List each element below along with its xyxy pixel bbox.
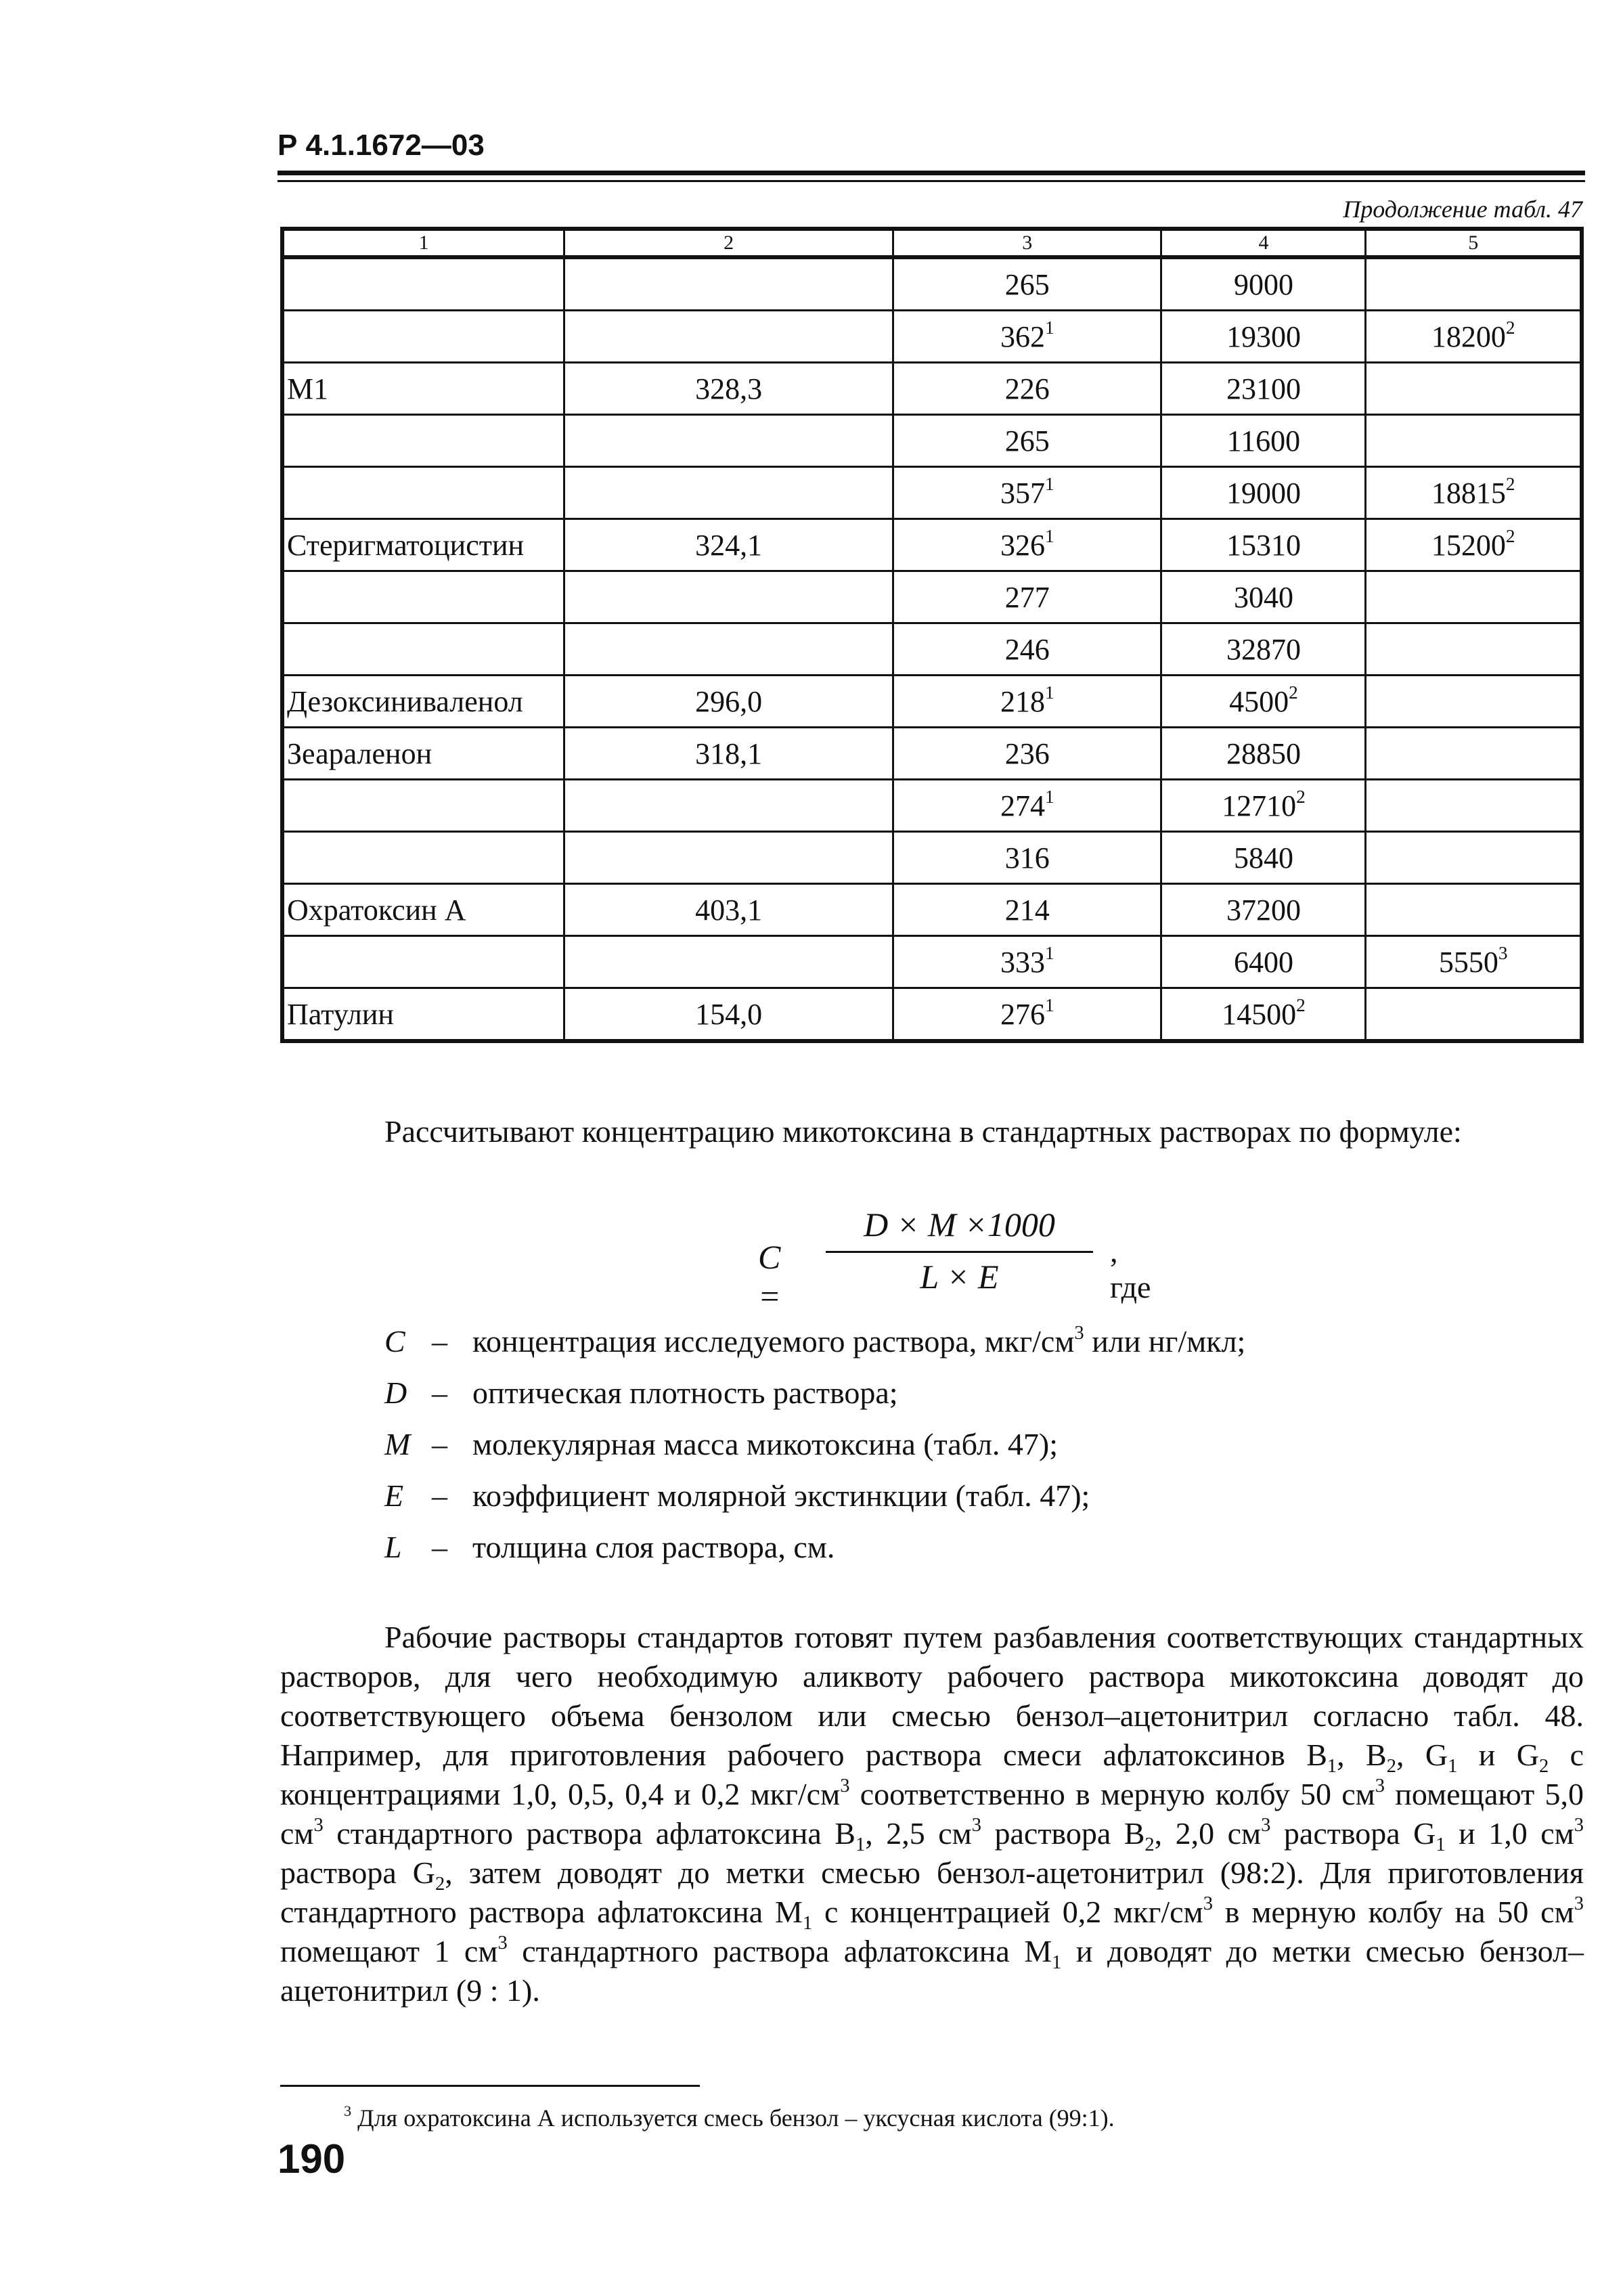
cell-value: Стеригматоцистин — [287, 528, 525, 562]
table-row — [282, 363, 1582, 415]
cell-value: 19300 — [1226, 319, 1301, 353]
table-cell — [564, 415, 893, 467]
intro-text: Рассчитывают концентрацию микотоксина в стандартных растворах по формуле: — [384, 1114, 1462, 1149]
table-cell — [564, 571, 893, 623]
superscript: 3 — [1203, 1893, 1213, 1914]
column-number: 4 — [1161, 229, 1366, 257]
definition-text — [472, 1426, 1058, 1478]
table-cell — [564, 728, 893, 780]
paragraph-text: соответственно в мерную колбу 50 см — [849, 1777, 1375, 1811]
table-cell — [1161, 311, 1366, 363]
cell-value: 18815 — [1431, 476, 1506, 510]
subscript: 2 — [1538, 1756, 1549, 1778]
footnote-ref: 1 — [1044, 995, 1054, 1016]
table-cell — [564, 311, 893, 363]
cell-value: 246 — [1004, 632, 1050, 666]
footnote-ref: 2 — [1505, 526, 1515, 547]
definition-item — [384, 1426, 1245, 1478]
cell-value: 19000 — [1226, 476, 1301, 510]
cell-value: 296,0 — [695, 684, 763, 718]
table-cell — [1366, 936, 1582, 988]
paragraph-text: , 2,0 см — [1154, 1816, 1262, 1851]
definition-text-main: оптическая плотность раствора; — [472, 1375, 898, 1410]
cell-value: 326 — [1000, 528, 1045, 562]
cell-value: 11600 — [1226, 424, 1301, 458]
subscript: 1 — [802, 1913, 813, 1935]
subscript: 1 — [1448, 1756, 1458, 1778]
table-row — [282, 519, 1582, 571]
body-paragraph — [280, 1618, 1584, 2010]
cell-value: 265 — [1004, 267, 1050, 301]
table-cell — [893, 832, 1161, 884]
footnote-ref: 2 — [1296, 787, 1306, 808]
cell-value: 276 — [1000, 997, 1045, 1031]
table-cell — [564, 936, 893, 988]
table-cell — [282, 363, 564, 415]
formula-numerator: D × M ×1000 — [864, 1206, 1055, 1243]
cell-value: Охратоксин А — [287, 893, 466, 927]
superscript: 3 — [1261, 1814, 1271, 1836]
paragraph-text: раствора B — [981, 1816, 1145, 1851]
column-number: 2 — [564, 229, 893, 257]
definition-text — [472, 1323, 1245, 1375]
definition-item — [384, 1529, 1245, 1581]
paragraph-text: стандартного раствора афлатоксина M — [507, 1934, 1052, 1968]
definition-dash: – — [432, 1478, 447, 1513]
table-row — [282, 467, 1582, 519]
cell-value: 5840 — [1233, 841, 1293, 875]
table-cell — [282, 257, 564, 311]
table-cell — [1161, 257, 1366, 311]
definition-symbol: M — [384, 1427, 411, 1461]
paragraph-text: помещают 5,0 см — [280, 1777, 1584, 1851]
cell-value: 9000 — [1233, 267, 1293, 301]
table-row — [282, 728, 1582, 780]
definition-item — [384, 1323, 1245, 1375]
definition-dash: – — [432, 1324, 447, 1359]
definition-dash: – — [432, 1530, 447, 1564]
cell-value: 274 — [1000, 789, 1045, 822]
definition-symbol: E — [384, 1478, 404, 1513]
paragraph-text: с концентрациями 1,0, 0,5, 0,4 и 0,2 мкг/см — [280, 1738, 1584, 1811]
table-cell — [1366, 676, 1582, 728]
footnote-mark: 3 — [344, 2102, 352, 2119]
cell-value: 324,1 — [695, 528, 763, 562]
cell-value: 318,1 — [695, 736, 763, 770]
header-rule-thick — [277, 171, 1585, 175]
table-cell — [564, 257, 893, 311]
table-cell — [564, 832, 893, 884]
table-cell — [1161, 519, 1366, 571]
cell-value: 18200 — [1431, 319, 1506, 353]
definition-text — [472, 1529, 835, 1581]
table-caption: Продолжение табл. 47 — [1343, 196, 1582, 223]
table-cell — [893, 467, 1161, 519]
table-cell — [1366, 519, 1582, 571]
paragraph-text: и доводят до метки смесью бензол–ацетонитрил (9 : 1). — [280, 1934, 1584, 2008]
table-row — [282, 571, 1582, 623]
cell-value: 333 — [1000, 945, 1045, 979]
footnote-ref: 2 — [1505, 474, 1515, 495]
table-cell — [1161, 415, 1366, 467]
table-cell — [1161, 363, 1366, 415]
table-cell — [1366, 728, 1582, 780]
table-cell — [564, 988, 893, 1042]
paragraph-text: стандартного раствора афлатоксина B — [323, 1816, 855, 1851]
table-row — [282, 623, 1582, 676]
footnote-ref: 1 — [1044, 943, 1054, 964]
subscript: 2 — [1386, 1756, 1396, 1778]
table-cell — [893, 728, 1161, 780]
table-cell — [282, 832, 564, 884]
paragraph-text: раствора G — [1270, 1816, 1436, 1851]
footnote-text: Для охратоксина А используется смесь бензол – уксусная кислота (99:1). — [351, 2104, 1115, 2132]
superscript: 3 — [971, 1814, 981, 1836]
footnote-ref: 1 — [1044, 682, 1054, 703]
cell-value: 37200 — [1226, 893, 1301, 927]
definition-text-main: молекулярная масса микотоксина (табл. 47); — [472, 1427, 1058, 1461]
cell-value: 23100 — [1226, 372, 1301, 405]
paragraph-text: в мерную колбу на 50 см — [1212, 1895, 1574, 1929]
table-cell — [1366, 780, 1582, 832]
table-cell — [282, 728, 564, 780]
cell-value: 226 — [1004, 372, 1050, 405]
superscript: 3 — [313, 1814, 324, 1836]
table-cell — [1161, 728, 1366, 780]
table-cell — [1366, 257, 1582, 311]
cell-value: Дезоксиниваленол — [287, 684, 523, 718]
table-cell — [1161, 936, 1366, 988]
subscript: 2 — [1144, 1834, 1155, 1856]
definition-symbol: L — [384, 1530, 402, 1564]
formula-suffix: , где — [1110, 1234, 1151, 1304]
table-cell — [893, 363, 1161, 415]
cell-value: M1 — [287, 372, 329, 405]
cell-value: 12710 — [1222, 789, 1297, 822]
table-cell — [1161, 988, 1366, 1042]
table-row — [282, 780, 1582, 832]
table-cell — [282, 936, 564, 988]
table-row — [282, 676, 1582, 728]
superscript: 3 — [1574, 1893, 1584, 1914]
cell-value: 5550 — [1438, 945, 1498, 979]
paragraph-text: и 1,0 см — [1445, 1816, 1574, 1851]
table-cell — [1366, 832, 1582, 884]
cell-value: 15310 — [1226, 528, 1301, 562]
cell-value: Зеараленон — [287, 736, 432, 770]
cell-value: 362 — [1000, 319, 1045, 353]
table-cell — [564, 884, 893, 936]
table-cell — [564, 676, 893, 728]
definition-text-tail: или нг/мкл; — [1084, 1324, 1246, 1359]
superscript: 3 — [1574, 1814, 1584, 1836]
footnote-ref: 2 — [1505, 317, 1515, 338]
table-body — [282, 229, 1582, 1041]
table-cell — [1366, 623, 1582, 676]
definition-text — [472, 1375, 898, 1426]
formula-denominator: L × E — [920, 1258, 999, 1296]
table-row — [282, 257, 1582, 311]
table-cell — [893, 311, 1161, 363]
footnote-ref: 1 — [1044, 474, 1054, 495]
table-cell — [1161, 884, 1366, 936]
table-cell — [1161, 571, 1366, 623]
cell-value: 3040 — [1233, 580, 1293, 614]
document-code: Р 4.1.1672—03 — [277, 129, 485, 162]
cell-value: 218 — [1000, 684, 1045, 718]
paragraph-text: , затем доводят до метки смесью бензол-ацетонитрил (98:2). Для приготовления стандартного раствора афлатоксина M — [280, 1855, 1584, 1929]
superscript: 3 — [1375, 1775, 1385, 1796]
data-table — [280, 227, 1584, 1043]
table-cell — [282, 571, 564, 623]
table-cell — [1366, 363, 1582, 415]
footnote-ref: 3 — [1498, 943, 1508, 964]
footnote-ref: 1 — [1044, 317, 1054, 338]
column-number: 3 — [893, 229, 1161, 257]
table-cell — [893, 519, 1161, 571]
column-number: 1 — [282, 229, 564, 257]
cell-value: 316 — [1004, 841, 1050, 875]
definition-sup: 3 — [1074, 1322, 1084, 1344]
table-cell — [564, 780, 893, 832]
paragraph-text: помещают 1 см — [280, 1934, 498, 1968]
cell-value: 265 — [1004, 424, 1050, 458]
table-cell — [1161, 780, 1366, 832]
paragraph-text: раствора G — [280, 1855, 436, 1890]
cell-value: 357 — [1000, 476, 1045, 510]
table-row — [282, 884, 1582, 936]
table-cell — [893, 623, 1161, 676]
table-cell — [1366, 988, 1582, 1042]
definition-item — [384, 1478, 1245, 1529]
subscript: 1 — [1327, 1756, 1337, 1778]
table-cell — [1161, 832, 1366, 884]
table-cell — [893, 884, 1161, 936]
table-cell — [1366, 415, 1582, 467]
table-cell — [282, 780, 564, 832]
footnote-ref: 1 — [1044, 526, 1054, 547]
cell-value: 15200 — [1431, 528, 1506, 562]
paragraph-text: , G — [1396, 1738, 1448, 1772]
table-cell — [282, 415, 564, 467]
table-cell — [893, 676, 1161, 728]
definition-symbol: D — [384, 1375, 407, 1410]
paragraph-text: и G — [1457, 1738, 1539, 1772]
table-cell — [1161, 676, 1366, 728]
cell-value: 403,1 — [695, 893, 763, 927]
definition-text-main: коэффициент молярной экстинкции (табл. 47); — [472, 1478, 1090, 1513]
table-row — [282, 936, 1582, 988]
footnote-ref: 2 — [1289, 682, 1298, 703]
cell-value: 236 — [1004, 736, 1050, 770]
subscript: 1 — [855, 1834, 866, 1856]
table-cell — [282, 467, 564, 519]
cell-value: 14500 — [1222, 997, 1297, 1031]
definition-symbol: C — [384, 1324, 405, 1359]
footnote-rule — [280, 2085, 700, 2087]
table-cell — [282, 884, 564, 936]
footnote — [344, 2104, 1115, 2132]
cell-value: 6400 — [1233, 945, 1293, 979]
table-cell — [1161, 623, 1366, 676]
table-cell — [1366, 467, 1582, 519]
cell-value: 32870 — [1226, 632, 1301, 666]
subscript: 1 — [1052, 1952, 1062, 1974]
table-cell — [893, 936, 1161, 988]
table-cell — [282, 988, 564, 1042]
cell-value: 214 — [1004, 893, 1050, 927]
table-cell — [893, 257, 1161, 311]
page-number: 190 — [277, 2136, 346, 2182]
cell-value: 328,3 — [695, 372, 763, 405]
table-row — [282, 988, 1582, 1042]
definition-text-main: толщина слоя раствора, см. — [472, 1530, 835, 1564]
definition-text-main: концентрация исследуемого раствора, мкг/см — [472, 1324, 1075, 1359]
header-rule-thin — [277, 180, 1585, 182]
superscript: 3 — [497, 1932, 508, 1953]
fraction-bar — [826, 1251, 1093, 1253]
cell-value: 4500 — [1229, 684, 1289, 718]
table-row — [282, 311, 1582, 363]
table-row — [282, 832, 1582, 884]
subscript: 2 — [435, 1874, 445, 1895]
cell-value: 277 — [1004, 580, 1050, 614]
formula-fraction — [826, 1205, 1093, 1296]
table-row — [282, 415, 1582, 467]
cell-value: 154,0 — [695, 997, 763, 1031]
table-cell — [282, 676, 564, 728]
table-cell — [1366, 884, 1582, 936]
column-number: 5 — [1366, 229, 1582, 257]
definition-item — [384, 1375, 1245, 1426]
paragraph-text: , B — [1337, 1738, 1387, 1772]
table-header-row — [282, 229, 1582, 257]
table-cell — [282, 519, 564, 571]
table-cell — [893, 415, 1161, 467]
table-cell — [564, 467, 893, 519]
definition-dash: – — [432, 1375, 447, 1410]
paragraph-text: , 2,5 см — [865, 1816, 972, 1851]
subscript: 1 — [1436, 1834, 1446, 1856]
table-cell — [1161, 467, 1366, 519]
table-cell — [893, 988, 1161, 1042]
cell-value: Патулин — [287, 997, 394, 1031]
table-cell — [1366, 311, 1582, 363]
table-cell — [893, 571, 1161, 623]
table-cell — [564, 623, 893, 676]
table-cell — [1366, 571, 1582, 623]
footnote-ref: 2 — [1296, 995, 1306, 1016]
formula-lhs: C = — [758, 1238, 781, 1315]
table-cell — [564, 363, 893, 415]
symbol-definitions — [384, 1323, 1245, 1581]
table-cell — [564, 519, 893, 571]
paragraph-text: Рабочие растворы стандартов готовят путем разбавления соответствующих стандартных растворов, для чего необходимую аликвоту рабочего раствора микотоксина доводят до соответствующего объема бензолом или смесью бензол–ацетонитрил согласно табл. 48. Например, для приготовления рабочего раствора смеси афлатоксинов B — [280, 1620, 1584, 1772]
definition-dash: – — [432, 1427, 447, 1461]
definition-text — [472, 1478, 1090, 1529]
table-cell — [282, 311, 564, 363]
table-cell — [282, 623, 564, 676]
superscript: 3 — [840, 1775, 850, 1796]
cell-value: 28850 — [1226, 736, 1301, 770]
paragraph-text: с концентрацией 0,2 мкг/см — [812, 1895, 1203, 1929]
table-cell — [893, 780, 1161, 832]
footnote-ref: 1 — [1044, 787, 1054, 808]
